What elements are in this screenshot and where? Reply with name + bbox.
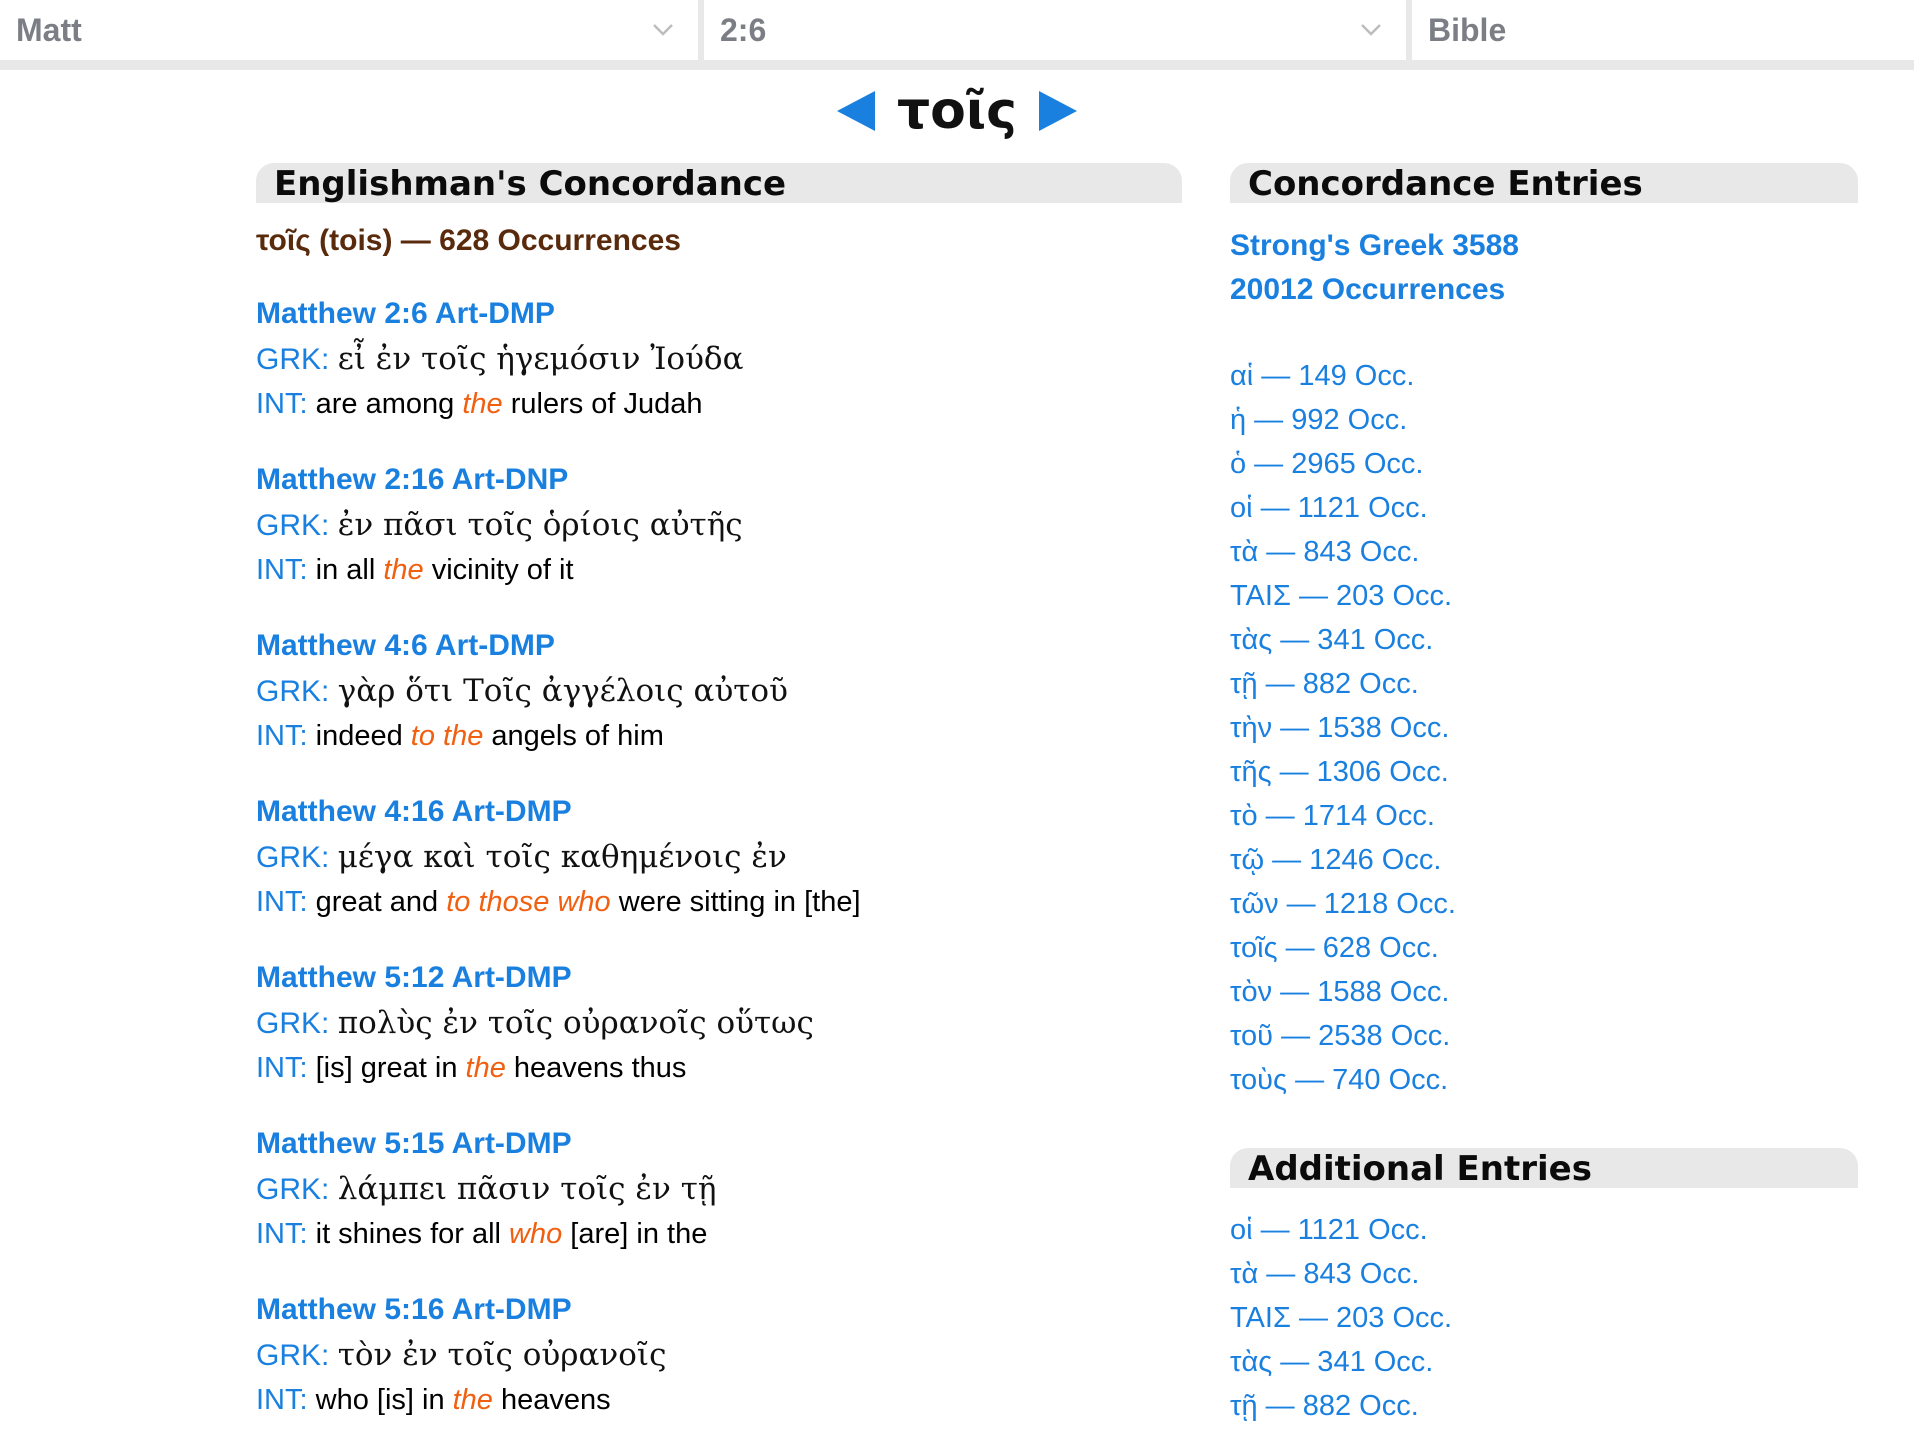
list-item — [256, 956, 1186, 1122]
greek-line — [256, 1166, 1186, 1212]
concordance-entries-heading: Concordance Entries — [1230, 163, 1858, 203]
greek-text: γὰρ ὅτι Τοῖς ἀγγέλοις αὐτοῦ — [337, 673, 788, 709]
additional-entries-heading: Additional Entries — [1230, 1148, 1858, 1188]
list-item — [256, 790, 1186, 956]
version-select-value: Bible — [1428, 11, 1507, 48]
concordance-entry-link[interactable]: τὸ — 1714 Occ. — [1230, 800, 1435, 832]
interlinear-text: heavens — [492, 1384, 611, 1416]
highlighted-word: to the — [410, 720, 484, 752]
additional-entry-link[interactable]: τὰ — 843 Occ. — [1230, 1258, 1420, 1290]
right-arrow-icon[interactable] — [1039, 91, 1077, 131]
int-label: INT: — [256, 554, 308, 586]
verse-reference-link[interactable]: Matthew 2:16 Art-DNP — [256, 463, 569, 496]
interlinear-text: vicinity of it — [423, 554, 574, 586]
interlinear-line — [256, 1378, 1186, 1422]
greek-line — [256, 336, 1186, 382]
interlinear-line — [256, 1046, 1186, 1090]
grk-label: GRK: — [256, 841, 330, 874]
verse-reference-link[interactable]: Matthew 5:12 Art-DMP — [256, 961, 572, 994]
greek-line — [256, 502, 1186, 548]
concordance-entry-link[interactable]: τῆς — 1306 Occ. — [1230, 756, 1449, 788]
greek-line — [256, 1000, 1186, 1046]
top-bar — [0, 0, 1914, 70]
verse-reference-link[interactable]: Matthew 4:6 Art-DMP — [256, 629, 555, 662]
strongs-info — [1230, 224, 1519, 312]
highlighted-word: the — [452, 1384, 493, 1416]
highlighted-word: the — [465, 1052, 506, 1084]
left-arrow-icon[interactable] — [837, 91, 875, 131]
occurrences-title: τοῖς (tois) — 628 Occurrences — [256, 224, 681, 257]
concordance-entry-link[interactable]: τὴν — 1538 Occ. — [1230, 712, 1450, 744]
grk-label: GRK: — [256, 1173, 330, 1206]
additional-entry-link[interactable]: τῇ — 882 Occ. — [1230, 1390, 1419, 1422]
concordance-entry-link[interactable]: τοῖς — 628 Occ. — [1230, 932, 1439, 964]
highlighted-word: who — [509, 1218, 563, 1250]
highlighted-word: the — [383, 554, 424, 586]
strongs-link[interactable]: Strong's Greek 3588 — [1230, 229, 1519, 262]
additional-entry-link[interactable]: ΤΑΙΣ — 203 Occ. — [1230, 1302, 1453, 1334]
interlinear-text: are among — [315, 388, 463, 420]
concordance-entry-link[interactable]: τὰ — 843 Occ. — [1230, 536, 1420, 568]
interlinear-line — [256, 1212, 1186, 1256]
additional-entry-link[interactable]: οἱ — 1121 Occ. — [1230, 1214, 1428, 1246]
interlinear-text: were sitting in [the] — [610, 886, 861, 918]
list-item — [256, 292, 1186, 458]
interlinear-text: indeed — [315, 720, 411, 752]
greek-text: μέγα καὶ τοῖς καθημένοις ἐν — [337, 839, 787, 875]
highlighted-word: to those who — [446, 886, 611, 918]
grk-label: GRK: — [256, 1339, 330, 1372]
interlinear-text: angels of him — [483, 720, 664, 752]
greek-text: πολὺς ἐν τοῖς οὐρανοῖς οὕτως — [337, 1005, 814, 1041]
verse-reference-link[interactable]: Matthew 5:15 Art-DMP — [256, 1127, 572, 1160]
concordance-entry-link[interactable]: τῇ — 882 Occ. — [1230, 668, 1419, 700]
chapter-verse-select[interactable] — [704, 0, 1412, 60]
interlinear-text: [is] great in — [315, 1052, 466, 1084]
concordance-entry-link[interactable]: τοῦ — 2538 Occ. — [1230, 1020, 1451, 1052]
greek-line — [256, 668, 1186, 714]
interlinear-line — [256, 880, 1186, 924]
interlinear-line — [256, 548, 1186, 592]
interlinear-text: great and — [315, 886, 447, 918]
interlinear-text: who [is] in — [315, 1384, 453, 1416]
greek-text: εἶ ἐν τοῖς ἡγεμόσιν Ἰούδα — [337, 341, 744, 377]
verse-reference-link[interactable]: Matthew 4:16 Art-DMP — [256, 795, 572, 828]
grk-label: GRK: — [256, 675, 330, 708]
grk-label: GRK: — [256, 343, 330, 376]
concordance-list — [256, 292, 1186, 1454]
version-select[interactable] — [1412, 0, 1914, 60]
englishmans-concordance-heading: Englishman's Concordance — [256, 163, 1182, 203]
total-occurrences-link[interactable]: 20012 Occurrences — [1230, 273, 1506, 306]
concordance-entry-link[interactable]: ὁ — 2965 Occ. — [1230, 448, 1424, 480]
int-label: INT: — [256, 720, 308, 752]
greek-text: λάμπει πᾶσιν τοῖς ἐν τῇ — [337, 1171, 717, 1207]
concordance-entry-link[interactable]: οἱ — 1121 Occ. — [1230, 492, 1428, 524]
greek-text: τὸν ἐν τοῖς οὐρανοῖς — [337, 1337, 667, 1373]
int-label: INT: — [256, 1384, 308, 1416]
greek-line — [256, 834, 1186, 880]
grk-label: GRK: — [256, 1007, 330, 1040]
concordance-entry-link[interactable]: ΤΑΙΣ — 203 Occ. — [1230, 580, 1453, 612]
concordance-entry-link[interactable]: τὸν — 1588 Occ. — [1230, 976, 1450, 1008]
concordance-entry-link[interactable]: τῷ — 1246 Occ. — [1230, 844, 1442, 876]
word-navigation — [0, 76, 1914, 146]
int-label: INT: — [256, 388, 308, 420]
concordance-entry-link[interactable]: αἱ — 149 Occ. — [1230, 360, 1415, 392]
interlinear-text: in all — [315, 554, 384, 586]
concordance-entry-link[interactable]: τῶν — 1218 Occ. — [1230, 888, 1456, 920]
book-select-value: Matt — [16, 11, 82, 48]
greek-text: ἐν πᾶσι τοῖς ὁρίοις αὐτῆς — [337, 507, 743, 543]
interlinear-line — [256, 714, 1186, 758]
list-item — [256, 624, 1186, 790]
int-label: INT: — [256, 1218, 308, 1250]
additional-entries-list — [1230, 1208, 1452, 1428]
verse-reference-link[interactable]: Matthew 5:16 Art-DMP — [256, 1293, 572, 1326]
list-item — [256, 1122, 1186, 1288]
concordance-entries-list — [1230, 354, 1456, 1102]
page-title: τοῖς — [897, 81, 1017, 141]
concordance-entry-link[interactable]: τοὺς — 740 Occ. — [1230, 1064, 1449, 1096]
book-select[interactable] — [0, 0, 704, 60]
chevron-down-icon — [652, 18, 674, 40]
verse-reference-link[interactable]: Matthew 2:6 Art-DMP — [256, 297, 555, 330]
greek-line — [256, 1332, 1186, 1378]
interlinear-text: it shines for all — [315, 1218, 510, 1250]
highlighted-word: the — [462, 388, 503, 420]
concordance-entry-link[interactable]: τὰς — 341 Occ. — [1230, 624, 1434, 656]
int-label: INT: — [256, 886, 308, 918]
int-label: INT: — [256, 1052, 308, 1084]
chapter-verse-value: 2:6 — [720, 11, 767, 48]
interlinear-text: [are] in the — [562, 1218, 708, 1250]
concordance-entry-link[interactable]: ἡ — 992 Occ. — [1230, 404, 1408, 436]
chevron-down-icon — [1360, 18, 1382, 40]
list-item — [256, 1288, 1186, 1454]
interlinear-line — [256, 382, 1186, 426]
interlinear-text: rulers of Judah — [502, 388, 703, 420]
list-item — [256, 458, 1186, 624]
additional-entry-link[interactable]: τὰς — 341 Occ. — [1230, 1346, 1434, 1378]
grk-label: GRK: — [256, 509, 330, 542]
interlinear-text: heavens thus — [505, 1052, 687, 1084]
